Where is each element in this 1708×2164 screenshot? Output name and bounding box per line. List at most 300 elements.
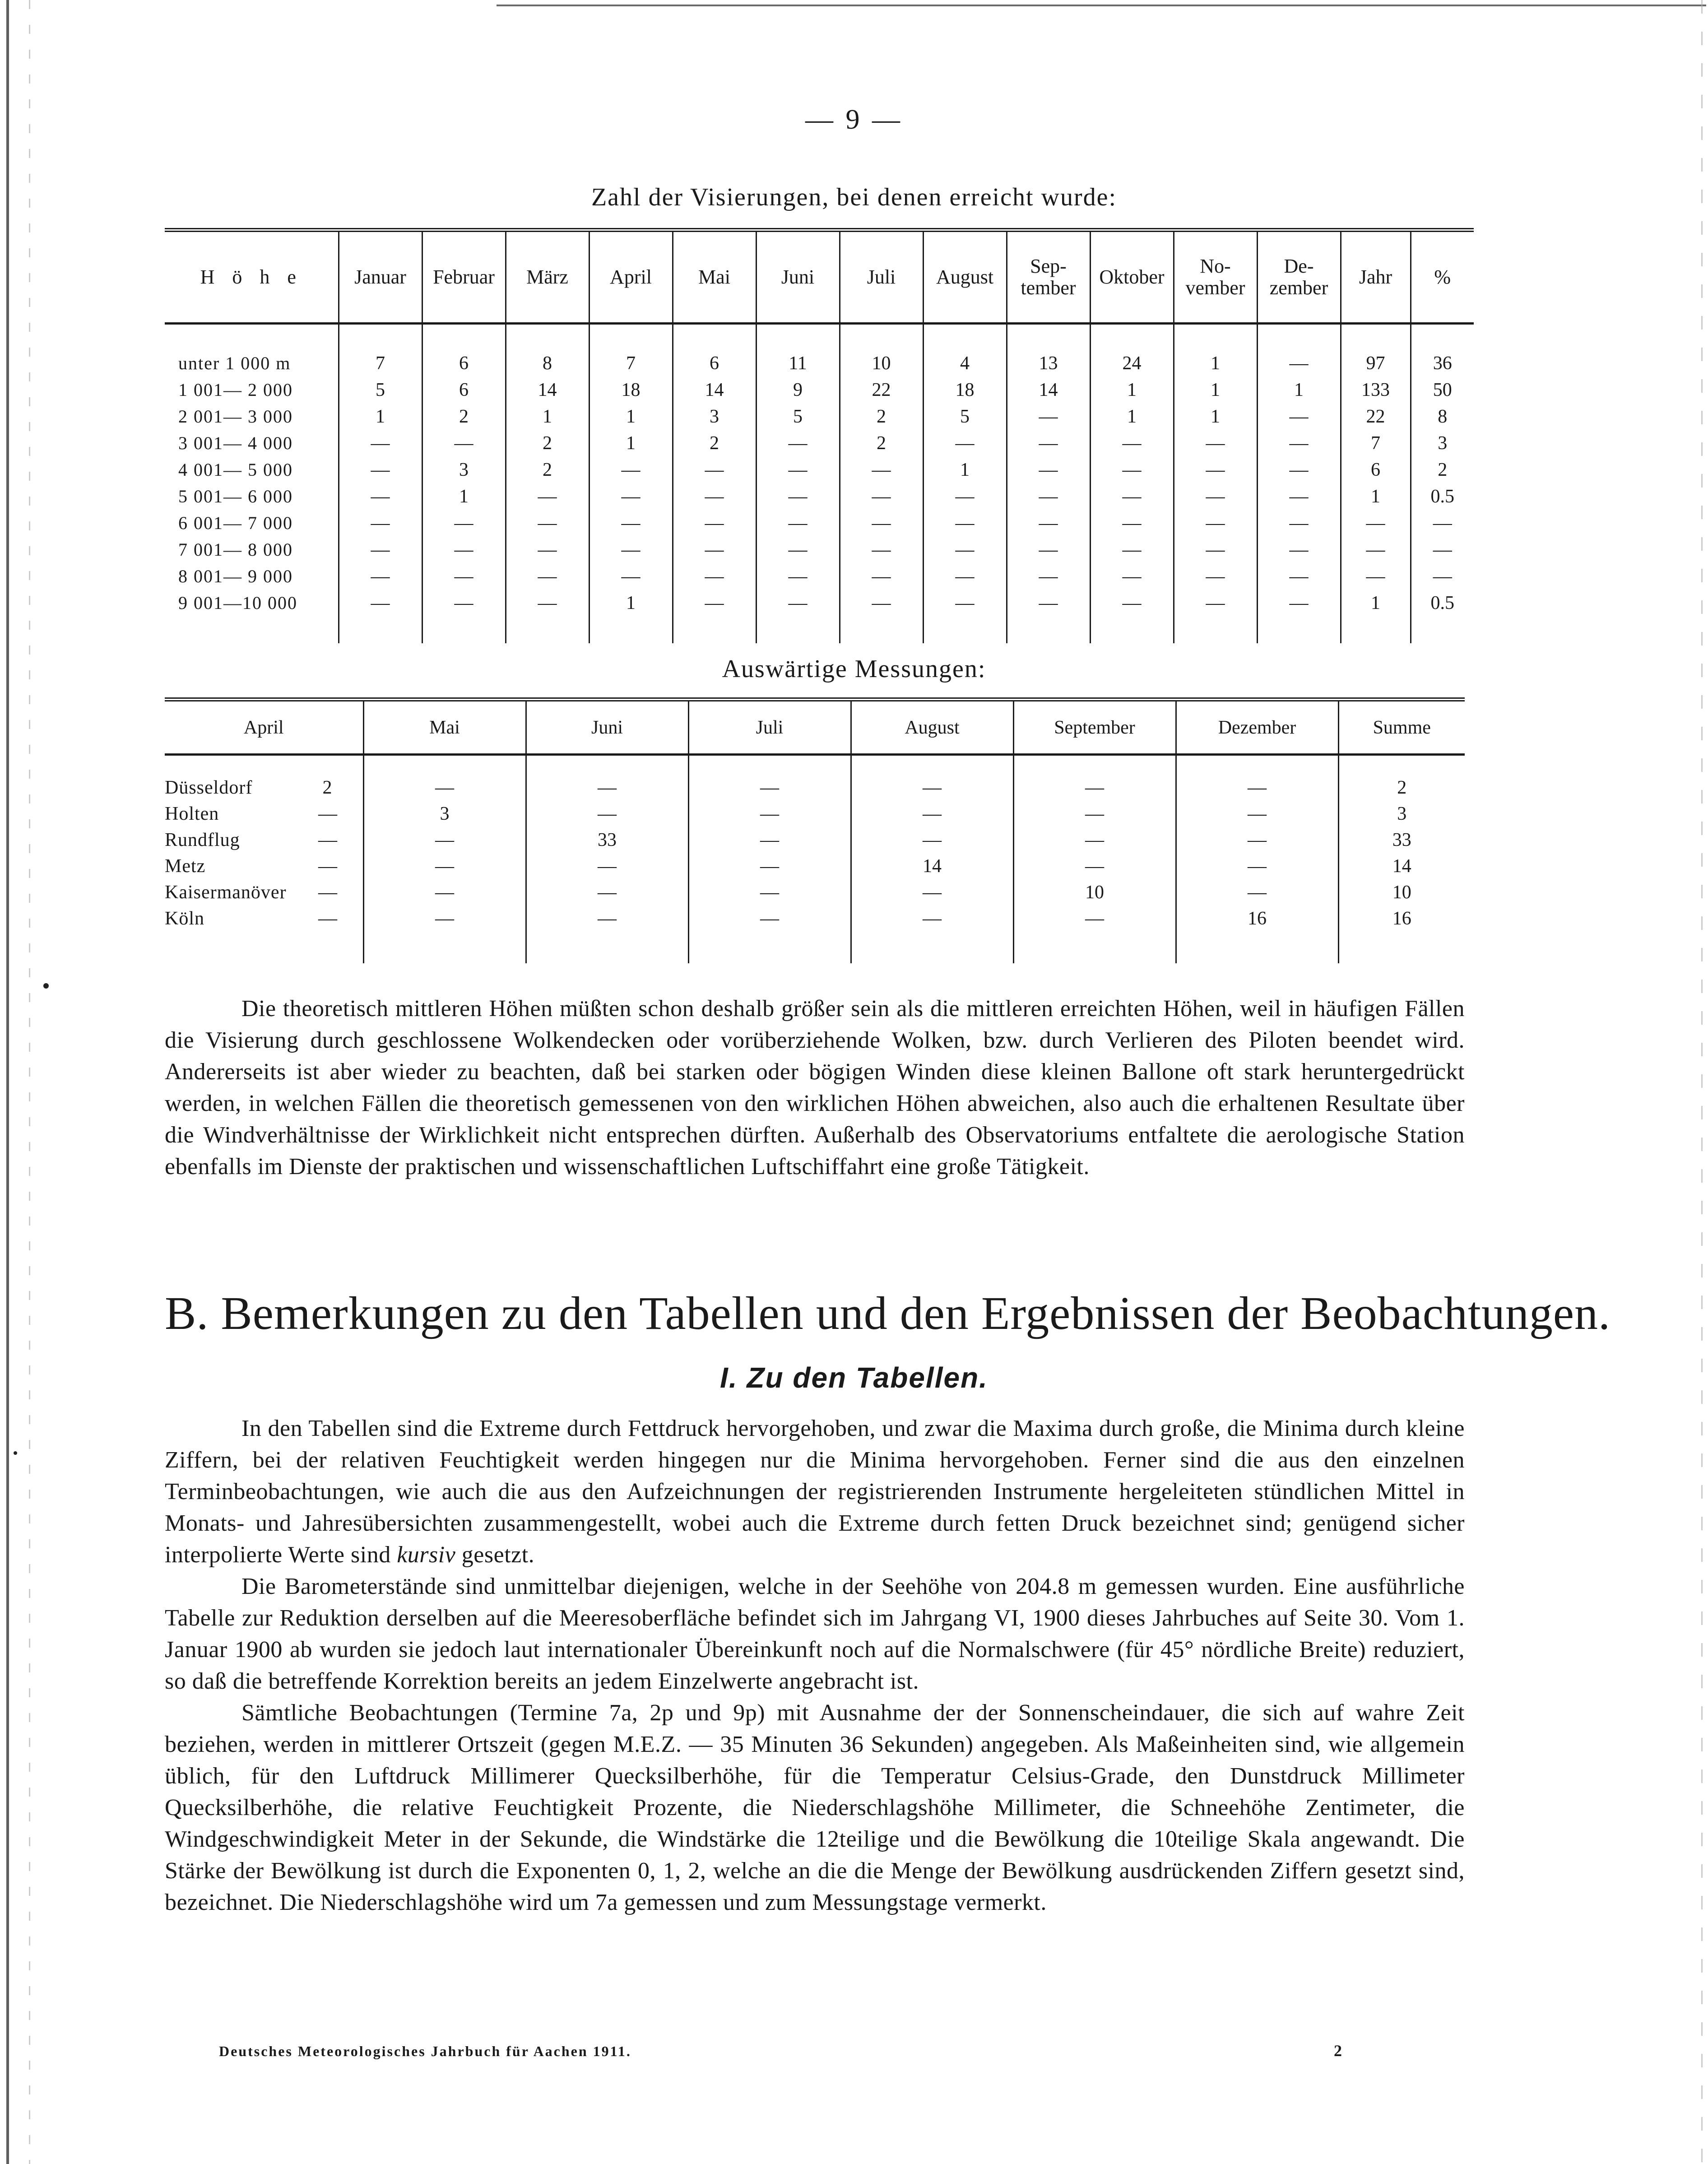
place-name: Köln [165, 908, 204, 929]
empty-cell [1090, 616, 1174, 643]
table-cell: 1 [422, 483, 506, 510]
place-cell [165, 801, 363, 827]
table-cell: — [756, 536, 840, 563]
table-cell: — [1090, 456, 1174, 483]
italic-word: kursiv [397, 1542, 456, 1568]
table-cell: 14 [1007, 376, 1090, 403]
table-cell: 1 [1174, 350, 1257, 376]
empty-cell [923, 616, 1007, 643]
table-cell: — [1090, 510, 1174, 536]
table-cell: 3 [1411, 430, 1474, 456]
table-cell: 6 [1341, 456, 1411, 483]
column-header: Mai [363, 700, 526, 755]
column-header: % [1411, 230, 1474, 324]
column-header: April [165, 700, 363, 755]
table-cell: 14 [851, 853, 1013, 879]
empty-cell [673, 616, 756, 643]
place-cell [165, 775, 363, 801]
table-cell: 10 [1013, 879, 1176, 906]
row-label: unter 1 000 m [178, 353, 291, 373]
table-cell: 8 [1411, 403, 1474, 430]
table-cell: — [673, 510, 756, 536]
empty-cell [526, 932, 688, 963]
table-cell: 1 [1174, 403, 1257, 430]
column-header: August [923, 230, 1007, 324]
table-cell: — [688, 853, 851, 879]
table-cell: — [1411, 510, 1474, 536]
column-header: September [1013, 700, 1176, 755]
table-cell: — [756, 510, 840, 536]
table-cell: — [1174, 456, 1257, 483]
column-header: Juni [756, 230, 840, 324]
table-spacer-row [165, 324, 1474, 350]
place-name: Rundflug [165, 830, 240, 850]
place-cell [165, 906, 363, 932]
empty-cell [165, 324, 339, 350]
empty-cell [851, 755, 1013, 775]
table-cell: — [1090, 430, 1174, 456]
column-header: Juli [840, 230, 923, 324]
table-cell: — [526, 775, 688, 801]
table-cell: — [1090, 563, 1174, 590]
empty-cell [756, 616, 840, 643]
table-cell: — [1176, 879, 1338, 906]
table-cell: — [851, 801, 1013, 827]
row-label: 3 001— 4 000 [178, 433, 293, 453]
table-cell: — [840, 590, 923, 616]
paragraph-barometer: Die Barometerstände sind unmittelbar diejenigen, welche in der Seehöhe von 204.8 m gemessen wurden. Eine ausführliche Tabelle zur Reduktion derselben auf die Meeresoberfläche befindet sich im Jahrgang VI, 1900 dieses Jahrbuches auf Seite 30. Vom 1. Januar 1900 ab wurden sie jedoch laut internationaler Übereinkunft noch auf die Normalschwere (für 45° nördliche Breite) reduziert, so daß die betreffende Korrektion bereits an jedem Einzelwerte angebracht ist. [165, 1574, 1465, 1694]
empty-cell [688, 755, 851, 775]
table-cell: — [1007, 456, 1090, 483]
table-cell: — [673, 563, 756, 590]
table-cell: 6 [422, 350, 506, 376]
column-header: Mai [673, 230, 756, 324]
table-cell: 7 [339, 350, 422, 376]
table-cell: 1 [339, 403, 422, 430]
table-cell: — [688, 775, 851, 801]
empty-cell [1341, 324, 1411, 350]
empty-cell [756, 324, 840, 350]
table-cell: 18 [589, 376, 673, 403]
table-cell: — [363, 853, 526, 879]
table-cell: — [1176, 801, 1338, 827]
table-cell: 1 [506, 403, 589, 430]
table-cell: — [1174, 590, 1257, 616]
table-cell: — [840, 456, 923, 483]
table-cell: — [1257, 456, 1341, 483]
table-cell: 2 [506, 456, 589, 483]
table-cell: — [851, 775, 1013, 801]
empty-cell [1176, 755, 1338, 775]
table-cell: — [840, 483, 923, 510]
table-spacer-row [165, 616, 1474, 643]
table-cell: — [526, 879, 688, 906]
table-cell: — [1341, 563, 1411, 590]
row-label: 6 001— 7 000 [178, 513, 293, 533]
table-cell: 14 [673, 376, 756, 403]
row-label: 7 001— 8 000 [178, 539, 293, 560]
column-header: August [851, 700, 1013, 755]
table2-caption: Auswärtige Messungen: [722, 655, 986, 683]
table-cell: 1 [1090, 403, 1174, 430]
table-cell: — [923, 430, 1007, 456]
table-cell: — [422, 510, 506, 536]
table-cell: — [923, 563, 1007, 590]
table-cell: 33 [526, 827, 688, 853]
table-cell: 7 [1341, 430, 1411, 456]
table-cell: — [756, 430, 840, 456]
table-cell: — [526, 853, 688, 879]
table-cell: — [1257, 510, 1341, 536]
table-row [165, 403, 1474, 430]
place-name: Metz [165, 856, 206, 877]
table-row [165, 456, 1474, 483]
empty-cell [1257, 616, 1341, 643]
table-cell: — [589, 563, 673, 590]
table-cell: 5 [339, 376, 422, 403]
column-header: April [589, 230, 673, 324]
table1-caption: Zahl der Visierungen, bei denen erreicht wurde: [591, 183, 1117, 211]
empty-cell [851, 932, 1013, 963]
table-cell: — [1007, 403, 1090, 430]
table-cell: — [1013, 853, 1176, 879]
subsection-title: I. Zu den Tabellen. [720, 1361, 988, 1394]
table-row [165, 563, 1474, 590]
table-spacer-row [165, 755, 1465, 775]
table-cell: — [363, 827, 526, 853]
table-cell: 1 [1341, 590, 1411, 616]
empty-cell [1013, 755, 1176, 775]
table-cell: 7 [589, 350, 673, 376]
column-header: Februar [422, 230, 506, 324]
table-cell: — [339, 483, 422, 510]
table-cell: — [1341, 536, 1411, 563]
scan-speck [14, 1451, 17, 1455]
table-cell: — [1007, 563, 1090, 590]
table-row [165, 853, 1465, 879]
empty-cell [589, 616, 673, 643]
empty-cell [165, 616, 339, 643]
table-cell: — [422, 590, 506, 616]
table-cell: — [1007, 430, 1090, 456]
column-header: Jahr [1341, 230, 1411, 324]
table-cell: 22 [840, 376, 923, 403]
table-row [165, 536, 1474, 563]
empty-cell [1411, 324, 1474, 350]
table-cell: — [1007, 483, 1090, 510]
table-cell: 16 [1176, 906, 1338, 932]
place-name: Kaisermanöver [165, 882, 287, 903]
table-cell: 13 [1007, 350, 1090, 376]
row-label: 4 001— 5 000 [178, 460, 293, 480]
table-cell: 5 [756, 403, 840, 430]
empty-cell [1338, 755, 1465, 775]
column-header: März [506, 230, 589, 324]
place-name: Düsseldorf [165, 777, 253, 798]
empty-cell [363, 932, 526, 963]
table-cell: — [318, 908, 337, 929]
table-cell: 10 [840, 350, 923, 376]
empty-cell [506, 324, 589, 350]
table-row [165, 483, 1474, 510]
table-cell: 10 [1338, 879, 1465, 906]
table-cell: 3 [422, 456, 506, 483]
table-cell: 3 [1338, 801, 1465, 827]
table-row [165, 879, 1465, 906]
table-cell: 1 [1341, 483, 1411, 510]
table-cell: — [506, 536, 589, 563]
table-cell: — [1257, 536, 1341, 563]
visierungen-table [165, 228, 1474, 643]
table-cell: — [673, 483, 756, 510]
scan-edge-left [6, 0, 9, 2164]
table-cell: — [363, 879, 526, 906]
table-cell: — [363, 775, 526, 801]
table-cell: — [506, 483, 589, 510]
table-cell: 1 [1174, 376, 1257, 403]
table-cell: 1 [589, 403, 673, 430]
table-cell: — [1174, 536, 1257, 563]
empty-cell [1090, 324, 1174, 350]
table-cell: 14 [1338, 853, 1465, 879]
table-cell: 8 [506, 350, 589, 376]
table-cell: — [1007, 510, 1090, 536]
row-label: 8 001— 9 000 [178, 566, 293, 586]
table-cell: — [1176, 827, 1338, 853]
auswaertige-messungen-table [165, 697, 1465, 963]
table-cell: — [923, 590, 1007, 616]
paragraphs-tabellen [165, 1413, 1465, 1918]
empty-cell [1013, 932, 1176, 963]
place-cell [165, 827, 363, 853]
table-cell: — [363, 906, 526, 932]
table-cell: — [688, 906, 851, 932]
table-cell: — [1013, 906, 1176, 932]
table-cell: 50 [1411, 376, 1474, 403]
table-cell: 24 [1090, 350, 1174, 376]
empty-cell [363, 755, 526, 775]
table-cell: — [756, 456, 840, 483]
empty-cell [422, 616, 506, 643]
table-cell: 3 [673, 403, 756, 430]
scan-edge-right [1701, 0, 1703, 2164]
table-cell: — [1090, 483, 1174, 510]
table-cell: — [1174, 563, 1257, 590]
scan-edge-left-faint [29, 0, 30, 2164]
table-cell: 2 [322, 777, 332, 798]
table-cell: — [688, 801, 851, 827]
table-cell: 1 [1090, 376, 1174, 403]
row-label: 9 001—10 000 [178, 593, 297, 613]
table-header-row [165, 230, 1474, 324]
table-cell: 2 [673, 430, 756, 456]
table-cell: — [1174, 430, 1257, 456]
table-cell: — [339, 590, 422, 616]
empty-cell [422, 324, 506, 350]
table-row [165, 590, 1474, 616]
column-header: Oktober [1090, 230, 1174, 324]
table-cell: — [851, 827, 1013, 853]
paragraph-text: Die theoretisch mittleren Höhen müßten schon deshalb größer sein als die mittleren erreichten Höhen, weil in häufigen Fällen die Visierung durch geschlossene Wolkendecken oder vorüberziehende Wolken, bzw. durch Verlieren des Piloten beendet wird. Andererseits ist aber wieder zu beachten, daß bei starken oder bögigen Winden diese kleinen Ballone oft stark heruntergedrückt werden, in welchen Fällen die theoretisch gemessenen von den wirklichen Höhen abweichen, also auch die erhaltenen Resultate über die Windverhältnisse der Wirklichkeit nicht entsprechen dürften. Außerhalb des Observatoriums entfaltete die aerologische Station ebenfalls im Dienste der praktischen und wissenschaftlichen Luftschiffahrt eine große Tätigkeit. [165, 996, 1465, 1180]
table-cell: — [1176, 775, 1338, 801]
empty-cell [1176, 932, 1338, 963]
table-cell: 1 [589, 430, 673, 456]
table-cell: 1 [589, 590, 673, 616]
empty-cell [688, 932, 851, 963]
paragraph-theoretische-hoehen [165, 993, 1465, 1183]
table-row [165, 801, 1465, 827]
row-label: 2 001— 3 000 [178, 406, 293, 427]
table-cell: — [422, 430, 506, 456]
table-cell: — [756, 590, 840, 616]
table-cell: — [339, 563, 422, 590]
place-cell [165, 879, 363, 906]
table-cell: — [526, 906, 688, 932]
table-cell: — [339, 456, 422, 483]
table-cell: — [589, 456, 673, 483]
table-row [165, 376, 1474, 403]
table-row [165, 827, 1465, 853]
table-cell: — [318, 803, 337, 824]
table-cell: — [589, 536, 673, 563]
empty-cell [923, 324, 1007, 350]
empty-cell [1411, 616, 1474, 643]
empty-cell [1174, 324, 1257, 350]
table-cell: 6 [673, 350, 756, 376]
table-cell: — [851, 906, 1013, 932]
table-cell: 0.5 [1411, 590, 1474, 616]
table-cell: — [851, 879, 1013, 906]
empty-cell [1341, 616, 1411, 643]
empty-cell [339, 616, 422, 643]
table-cell: 16 [1338, 906, 1465, 932]
row-label: 5 001— 6 000 [178, 486, 293, 506]
scan-speck [43, 983, 49, 989]
column-header: No- vember [1174, 230, 1257, 324]
empty-cell [1174, 616, 1257, 643]
column-header: De- zember [1257, 230, 1341, 324]
table-cell: — [1174, 510, 1257, 536]
paragraph-text: gesetzt. [461, 1542, 535, 1568]
table-cell: 6 [422, 376, 506, 403]
table-cell: — [318, 830, 337, 850]
paragraph-fettdruck [165, 1413, 1465, 1571]
empty-cell [840, 616, 923, 643]
table-cell: 9 [756, 376, 840, 403]
column-header: Dezember [1176, 700, 1338, 755]
table-cell: — [1257, 430, 1341, 456]
table-row [165, 906, 1465, 932]
empty-cell [165, 932, 363, 963]
paragraph-text: In den Tabellen sind die Extreme durch Fettdruck hervorgehoben, und zwar die Maxima durch große, die Minima durch kleine Ziffern, bei der relativen Feuchtigkeit werden hingegen nur die Minima hervorgehoben. Ferner sind die aus den einzelnen Terminbeobachtungen, wie auch die aus den Aufzeichnungen der registrierenden Instrumente hergeleiteten stündlichen Mittel in Monats- und Jahresübersichten zusammengestellt, wobei auch die Extreme durch fetten Druck bezeichnet sind; genügend sicher interpolierte Werte sind [165, 1416, 1465, 1568]
table-cell: — [840, 510, 923, 536]
table-cell: 0.5 [1411, 483, 1474, 510]
table-cell: — [1411, 536, 1474, 563]
table-cell: 3 [363, 801, 526, 827]
table-cell: — [1007, 536, 1090, 563]
table-header-row [165, 700, 1465, 755]
table-cell: 4 [923, 350, 1007, 376]
column-header-hoehe: H ö h e [165, 230, 339, 324]
table-cell: — [1090, 590, 1174, 616]
table-cell: — [1411, 563, 1474, 590]
footer-sheet-number: 2 [1334, 2042, 1342, 2060]
empty-cell [1007, 616, 1090, 643]
table-cell: 11 [756, 350, 840, 376]
table-cell: — [756, 483, 840, 510]
table-cell: — [1090, 536, 1174, 563]
table-cell: — [506, 510, 589, 536]
table-row [165, 430, 1474, 456]
paragraph-beobachtungen: Sämtliche Beobachtungen (Termine 7a, 2p und 9p) mit Ausnahme der der Sonnenscheindauer, die sich auf wahre Zeit beziehen, werden in mittlerer Ortszeit (gegen M.E.Z. — 35 Minuten 36 Sekunden) angegeben. Als Maßeinheiten sind, wie allgemein üblich, für den Luftdruck Millimerer Quecksilberhöhe, für die Temperatur Celsius-Grade, den Dunstdruck Millimeter Quecksilberhöhe, die relative Feuchtigkeit Prozente, die Niederschlagshöhe Millimeter, die Schneehöhe Zentimeter, die Windgeschwindigkeit Meter in der Sekunde, die Windstärke die 12teilige und die Bewölkung die 10teilige Skala angewandt. Die Stärke der Bewölkung ist durch die Exponenten 0, 1, 2, welche an die die Menge der Bewölkung ausdrückenden Ziffern gesetzt sind, bezeichnet. Die Niederschlagshöhe wird um 7a gemessen und zum Messungstage vermerkt. [165, 1700, 1465, 1915]
table-cell: — [673, 590, 756, 616]
place-name: Holten [165, 803, 219, 824]
column-header: Summe [1338, 700, 1465, 755]
empty-cell [840, 324, 923, 350]
table-cell: 1 [1257, 376, 1341, 403]
table-spacer-row [165, 932, 1465, 963]
table-cell: 22 [1341, 403, 1411, 430]
column-header: Juli [688, 700, 851, 755]
table-row [165, 350, 1474, 376]
table-cell: — [1176, 853, 1338, 879]
table-cell: — [1013, 775, 1176, 801]
table-cell: — [318, 856, 337, 877]
section-title: B. Bemerkungen zu den Tabellen und den Ergebnissen der Beobachtungen. [165, 1287, 1611, 1339]
table-cell: 33 [1338, 827, 1465, 853]
scan-edge-top [497, 5, 1706, 6]
table-cell: — [422, 563, 506, 590]
table-cell: 2 [1411, 456, 1474, 483]
table-cell: 5 [923, 403, 1007, 430]
table-cell: — [1257, 563, 1341, 590]
table-row [165, 510, 1474, 536]
table-cell: — [339, 536, 422, 563]
table-cell: — [840, 536, 923, 563]
table-cell: — [339, 510, 422, 536]
table-cell: 2 [506, 430, 589, 456]
table-cell: 2 [840, 403, 923, 430]
empty-cell [1257, 324, 1341, 350]
table-cell: 18 [923, 376, 1007, 403]
table-row [165, 775, 1465, 801]
table-cell: 2 [840, 430, 923, 456]
empty-cell [165, 755, 363, 775]
table-cell: 2 [422, 403, 506, 430]
table-cell: — [840, 563, 923, 590]
table-cell: — [1341, 510, 1411, 536]
table-cell: — [923, 510, 1007, 536]
empty-cell [506, 616, 589, 643]
table-cell: — [1257, 403, 1341, 430]
table-cell: — [589, 510, 673, 536]
column-header: Januar [339, 230, 422, 324]
footer-journal-title: Deutsches Meteorologisches Jahrbuch für Aachen 1911. [219, 2043, 631, 2059]
empty-cell [1007, 324, 1090, 350]
table-cell: — [589, 483, 673, 510]
table-cell: — [923, 536, 1007, 563]
column-header: Juni [526, 700, 688, 755]
table-cell: 14 [506, 376, 589, 403]
place-cell [165, 853, 363, 879]
table-cell: — [526, 801, 688, 827]
table-cell: — [1013, 801, 1176, 827]
table-cell: — [506, 563, 589, 590]
table-cell: — [1013, 827, 1176, 853]
table-cell: — [688, 879, 851, 906]
table-cell: — [1257, 483, 1341, 510]
row-label: 1 001— 2 000 [178, 380, 293, 400]
